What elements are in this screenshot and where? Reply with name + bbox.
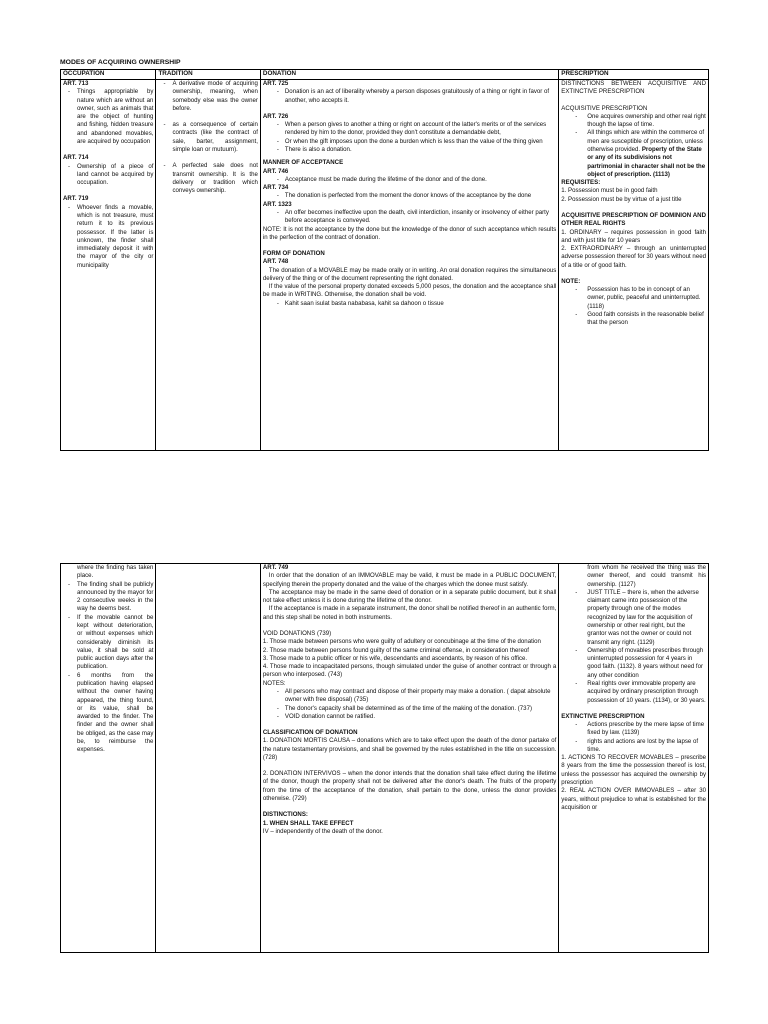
bullet-item: - A derivative mode of acquiring ownership, meaning, when somebody else was the owner before. bbox=[158, 80, 257, 113]
list-item: 1. Those made between persons who were guilty of adultery or concubinage at the time of the donation bbox=[262, 638, 541, 646]
paragraph: 1. Possession must be in good faith bbox=[561, 187, 658, 195]
bullet-item: - If the movable cannot be kept without deterioration, or without expenses which considerably diminish its value, it shall be sold at public auction days after the publication. bbox=[63, 614, 153, 672]
table-row bbox=[61, 564, 709, 953]
bullet-item: - 6 months from the publication having elapsed without the owner having appeared, the thing found, or its value, shall be awarded to the finder. The finder and the owner shall be obliged, as the case may be, to reimburse the expenses. bbox=[63, 672, 153, 755]
occupation-cell bbox=[61, 80, 156, 451]
bullet-item: - All things which are within the commerce of men are susceptible of prescription, unless otherwise provided. Property of the State or any of its subdivisions not partrimonial in character shall not be the object of prescription. (1113) bbox=[561, 129, 706, 179]
article-heading: ART. 726 bbox=[262, 112, 289, 120]
paragraph: 2. EXTRAORDINARY – through an uninterrupted adverse possession thereof for 30 years without need of a title or of good faith. bbox=[561, 245, 706, 269]
prescription-cell bbox=[559, 564, 709, 953]
paragraph: where the finding has taken place. bbox=[77, 564, 154, 580]
donation-cell bbox=[260, 564, 558, 953]
header-donation: DONATION bbox=[260, 70, 558, 80]
prescription-cell bbox=[559, 80, 709, 451]
bullet-item: - VOID donation cannot be ratified. bbox=[263, 713, 556, 721]
header-prescription: PRESCRIPTION bbox=[559, 70, 709, 80]
paragraph: If the value of the personal property donated exceeds 5,000 pesos, the donation and the acceptance shall be made in WRITING. Otherwise, the donation shall be void. bbox=[262, 283, 557, 299]
header-occupation: OCCUPATION bbox=[61, 70, 156, 80]
list-item: 2. Those made between persons found guilty of the same criminal offense, in consideration thereof bbox=[262, 646, 529, 654]
bullet-item: - Acceptance must be made during the lifetime of the donor and of the done. bbox=[263, 176, 556, 184]
bullet-item: - Ownership of movables prescribes through uninterrupted possession for 4 years in good faith. (1132). 8 years without need for any other condition bbox=[561, 647, 706, 680]
section-heading: VOID DONATIONS (739) bbox=[262, 629, 332, 637]
article-heading: ART. 714 bbox=[63, 154, 89, 162]
section-heading: 1. WHEN SHALL TAKE EFFECT bbox=[262, 819, 354, 827]
section-heading: FORM OF DONATION bbox=[262, 250, 325, 258]
paragraph: 1. DONATION MORTIS CAUSA – donations which are to take effect upon the death of the donor partake of the nature testamentary provisions, and shall be governed by the rules established in the title on succession. (728) bbox=[262, 737, 557, 761]
header-tradition: TRADITION bbox=[156, 70, 260, 80]
bullet-item: - Things appropriable by nature which are without an owner, such as animals that are the object of hunting and fishing, hidden treasure and abandoned movables, are acquired by occupation bbox=[63, 88, 153, 146]
bullet-item: - Good faith consists in the reasonable belief that the person bbox=[561, 311, 706, 328]
bullet-item: - Real rights over immovable property are acquired by ordinary prescription through possession of 10 years. (1134), or 30 years. bbox=[561, 680, 706, 705]
bullet-item: - A perfected sale does not transmit ownership. It is the delivery or tradition which conveys ownership. bbox=[158, 162, 257, 195]
list-item: 4. Those made to incapacitated persons, though simulated under the guise of another contract or through a person who interposed. (743) bbox=[262, 663, 557, 679]
paragraph: 2. Possession must be by virtue of a just title bbox=[561, 195, 682, 203]
list-item: 3. Those made to a public officer or his wife, descendants and ascendants, by reason of his office. bbox=[262, 654, 528, 662]
article-heading: ART. 748 bbox=[262, 258, 289, 266]
bullet-item: - Or when the gift imposes upon the done a burden which is less than the value of the thing given bbox=[263, 138, 556, 146]
bullet-item: - The finding shall be publicly announced by the mayor for 2 consecutive weeks in the way he deems best. bbox=[63, 581, 153, 614]
paragraph: In order that the donation of an IMMOVABLE may be valid, it must be made in a PUBLIC DOCUMENT, specifying therein the property donated and the value of the charges which the donee must satisfy. bbox=[262, 572, 557, 588]
paragraph: 2. REAL ACTION OVER IMMOVABLES – after 30 years, without prejudice to what is established for the acquisition or bbox=[561, 787, 706, 811]
bullet-item: - When a person gives to another a thing or right on account of the latter's merits or of the services rendered by him to the donor, provided they don't constitute a demandable debt, bbox=[263, 121, 556, 138]
section-heading: NOTE: bbox=[561, 277, 581, 285]
article-heading: ART. 1323 bbox=[262, 200, 292, 208]
article-heading: ART. 725 bbox=[262, 80, 289, 87]
bullet-item: - There is also a donation. bbox=[263, 146, 556, 154]
donation-cell bbox=[260, 80, 558, 451]
document-title: MODES OF ACQUIRING OWNERSHIP bbox=[60, 59, 181, 66]
bullet-item: - The donation is perfected from the moment the donor knows of the acceptance by the done bbox=[263, 192, 556, 200]
article-heading: ART. 734 bbox=[262, 184, 289, 192]
bullet-item: - Ownership of a piece of land cannot be acquired by occupation. bbox=[63, 163, 153, 188]
bullet-item: - JUST TITLE – there is, when the adverse claimant came into possession of the property through one of the modes recognized by law for the acquisition of ownership or other real right, but the grantor was not the owner or could not transmit any right. (1129) bbox=[561, 589, 706, 647]
article-heading: ART. 749 bbox=[262, 564, 289, 571]
section-heading: REQUISITES: bbox=[561, 179, 601, 187]
bullet-item: - The donor's capacity shall be determined as of the time of the making of the donation. (737) bbox=[263, 705, 556, 713]
paragraph: IV – independently of the death of the donor. bbox=[262, 827, 383, 835]
bullet-item: - rights and actions are lost by the lapse of time. bbox=[561, 738, 706, 755]
tradition-cell bbox=[156, 80, 260, 451]
section-heading: CLASSIFICATION OF DONATION bbox=[262, 729, 358, 737]
paragraph: from whom he received the thing was the owner thereof, and could transmit his ownership. (1127) bbox=[587, 564, 706, 588]
article-heading: ART. 719 bbox=[63, 195, 89, 203]
article-heading: ART. 746 bbox=[262, 167, 289, 175]
section-heading: ACQUISITIVE PRESCRIPTION OF DOMINION AND OTHER REAL RIGHTS bbox=[561, 211, 706, 228]
modes-table-page-2 bbox=[60, 563, 709, 953]
modes-table-page-1 bbox=[60, 69, 709, 451]
bullet-item: - Whoever finds a movable, which is not treasure, must return it to its previous possessor. If the latter is unknown, the finder shall immediately deposit it with the mayor of the city or municipality bbox=[63, 204, 153, 270]
bullet-item: - Kahit saan isulat basta nababasa, kahit sa dahoon o tissue bbox=[263, 300, 556, 308]
occupation-cell bbox=[61, 564, 156, 953]
paragraph: 1. ACTIONS TO RECOVER MOVABLES – prescribe 8 years from the time the possession thereof is lost, unless the possessor has acquired the ownership by prescription bbox=[561, 754, 706, 787]
table-row bbox=[61, 80, 709, 451]
article-heading: ART. 713 bbox=[63, 80, 89, 87]
section-heading: NOTES: bbox=[262, 679, 286, 687]
table-header-row bbox=[61, 70, 709, 80]
bullet-item: - Donation is an act of liberality whereby a person disposes gratuitously of a thing or right in favor of another, who accepts it. bbox=[263, 88, 556, 105]
paragraph: The acceptance may be made in the same deed of donation or in a separate public document, but it shall not take effect unless it is done during the lifetime of the donor. bbox=[262, 588, 557, 605]
bullet-item: - All persons who may contract and dispose of their property may make a donation. ( dapat absolute owner with free disposal) (735) bbox=[263, 688, 556, 705]
bullet-item: - One acquires ownership and other real right though the lapse of time. bbox=[561, 113, 706, 130]
note-text: NOTE: It is not the acceptance by the done but the knowledge of the donor of such acceptance which results in the perfection of the contract of donation. bbox=[262, 225, 557, 241]
paragraph: If the acceptance is made in a separate instrument, the donor shall be notified thereof in an authentic form, and this step shall be noted in both instruments. bbox=[262, 605, 557, 621]
section-heading: EXTINCTIVE PRESCRIPTION bbox=[561, 712, 645, 720]
tradition-cell bbox=[156, 564, 260, 953]
paragraph: 1. ORDINARY – requires possession in good faith and with just title for 10 years bbox=[561, 228, 706, 244]
bullet-item: - as a consequence of certain contracts (like the contract of sale, barter, assignment, simple loan or mutuum). bbox=[158, 121, 257, 154]
section-heading: DISTINCTIONS: bbox=[262, 811, 308, 819]
bullet-item: - An offer becomes ineffective upon the death, civil interdiction, insanity or insolvency of either party before acceptance is conveyed. bbox=[263, 209, 556, 226]
section-heading: ACQUISITIVE PRESCRIPTION bbox=[561, 104, 648, 112]
paragraph: DISTINCTIONS BETWEEN ACQUISITIVE AND EXTINCTIVE PRESCRIPTION bbox=[561, 80, 706, 96]
section-heading: MANNER OF ACCEPTANCE bbox=[262, 159, 344, 167]
paragraph: The donation of a MOVABLE may be made orally or in writing. An oral donation requires the simultaneous delivery of the thing or of the document representing the right donated. bbox=[262, 266, 557, 282]
paragraph: 2. DONATION INTERVIVOS – when the donor intends that the donation shall take effect during the lifetime of the donor, though the property shall not be delivered after the donor's death. The fruits of the property from the time of the acceptance of the donation, shall pertain to the done, unless the donor provides otherwise. (729) bbox=[262, 770, 557, 803]
bullet-item: - Possession has to be in concept of an owner, public, peaceful and uninterrupted. (1118) bbox=[561, 286, 706, 311]
bullet-item: - Actions prescribe by the mere lapse of time fixed by law. (1139) bbox=[561, 721, 706, 738]
